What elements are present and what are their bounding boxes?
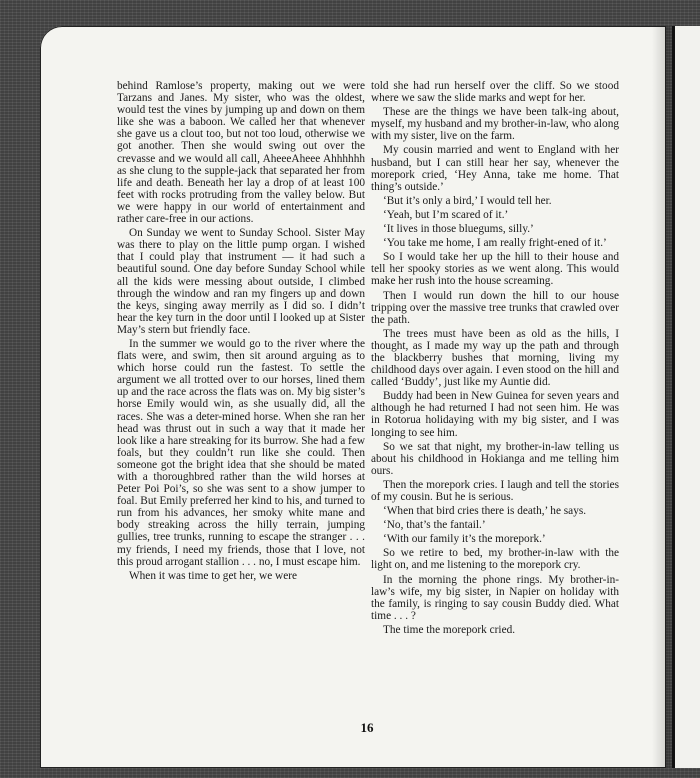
paragraph: told she had run herself over the cliff. So we stood where we saw the slide marks and wept for her.: [371, 80, 619, 105]
page-number: 16: [360, 720, 374, 735]
paragraph: In the morning the phone rings. My brother-in-law’s wife, my big sister, in Napier on holiday with the family, is ringing to say cousin Buddy died. What time . . . ?: [371, 573, 619, 622]
paragraph: These are the things we have been talk-ing about, myself, my husband and my brother-in-law, who along with my sister, live on the farm.: [371, 106, 619, 143]
paragraph: So we sat that night, my brother-in-law telling us about his childhood in Hokianga and me telling him ours.: [371, 440, 619, 477]
paragraph: In the summer we would go to the river where the flats were, and swim, then sit around arguing as to which horse could run the fastest. To settle the argument we all trotted over to our horses, lined them up and the race across the flats was on. My big sister’s horse Emily would win, as she usually did, all the races. She was a deter-mined horse. When she ran her head was thrust out in such a way that it made her look like a hare streaking for its burrow. She had a few foals, but they couldn’t run like she could. Then someone got the bright idea that she should be mated with a thoroughbred rather than the wild horses at Peter Poi Poi’s, so she was sent to a show jumper to foal. But Emily preferred her kind to his, and turned to run from his advances, her smoky white mane and body streaking across the hilly terrain, jumping gullies, tree trunks, running to escape the stranger . . . my friends, I need my friends, those that I love, not this proud arrogant stallion . . . no, I must escape him.: [117, 337, 365, 568]
paragraph: On Sunday we went to Sunday School. Sister May was there to play on the little pump organ. I wished that I could play that instrument — it had such a beautiful sound. One day before Sunday School while all the kids were messing about outside, I climbed through the window and ran my fingers up and down the keys, singing away merrily as I did so. I didn’t hear the key turn in the door until I looked up at Sister May’s stern but friendly face.: [117, 227, 365, 336]
gutter-shadow: [652, 26, 670, 768]
paragraph: ‘No, that’s the fantail.’: [383, 519, 486, 532]
paragraph: So I would take her up the hill to their house and tell her spooky stories as we went along. This would make her rush into the house screaming.: [371, 251, 619, 288]
paragraph: Then the morepork cries. I laugh and tell the stories of my cousin. But he is serious.: [371, 478, 619, 503]
paragraph: ‘Yeah, but I’m scared of it.’: [383, 208, 509, 221]
paragraph: ‘But it’s only a bird,’ I would tell her.: [383, 194, 552, 207]
paragraph: ‘It lives in those bluegums, silly.’: [383, 223, 534, 236]
paragraph: ‘With our family it’s the morepork.’: [383, 533, 546, 546]
paragraph: ‘You take me home, I am really fright-ened of it.’: [383, 237, 607, 250]
paragraph: Then I would run down the hill to our house tripping over the massive tree trunks that crawled over the path.: [371, 289, 619, 326]
paragraph: The time the morepork cried.: [383, 623, 516, 636]
paragraph: Buddy had been in New Guinea for seven years and although he had returned I had not seen him. He was in Rotorua holidaying with my big sister, and I was longing to see him.: [371, 390, 619, 439]
paragraph: The trees must have been as old as the hills, I thought, as I made my way up the path and through the blackberry bushes that morning, living my childhood days over again. I even stood on the hill and called ‘Buddy’, just like my Auntie did.: [371, 327, 619, 389]
left-text-column: [117, 80, 365, 584]
right-text-column: [371, 80, 619, 638]
paragraph: ‘When that bird cries there is death,’ he says.: [383, 505, 587, 518]
paragraph: behind Ramlose’s property, making out we were Tarzans and Janes. My sister, who was the oldest, would test the vines by jumping up and down on them like she was a baboon. We called her that whenever she gave us a clout too, but not too loud, otherwise we got another. Then she would swing out over the crevasse and we would all call, AheeeAheee Ahhhhhh as she clung to the supple-jack that separated her from life and death. Beneath her lay a drop of at least 100 feet with rocks protruding from the valley below. But we were happy in our world of entertainment and rather care-free in our actions.: [117, 80, 365, 226]
adjacent-page-edge: [672, 26, 700, 768]
paragraph: When it was time to get her, we were: [129, 569, 297, 582]
paragraph: So we retire to bed, my brother-in-law with the light on, and me listening to the morepork cry.: [371, 547, 619, 572]
paragraph: My cousin married and went to England with her husband, but I can still hear her say, whenever the morepork cried, ‘Hey Anna, take me home. That thing’s outside.’: [371, 144, 619, 193]
